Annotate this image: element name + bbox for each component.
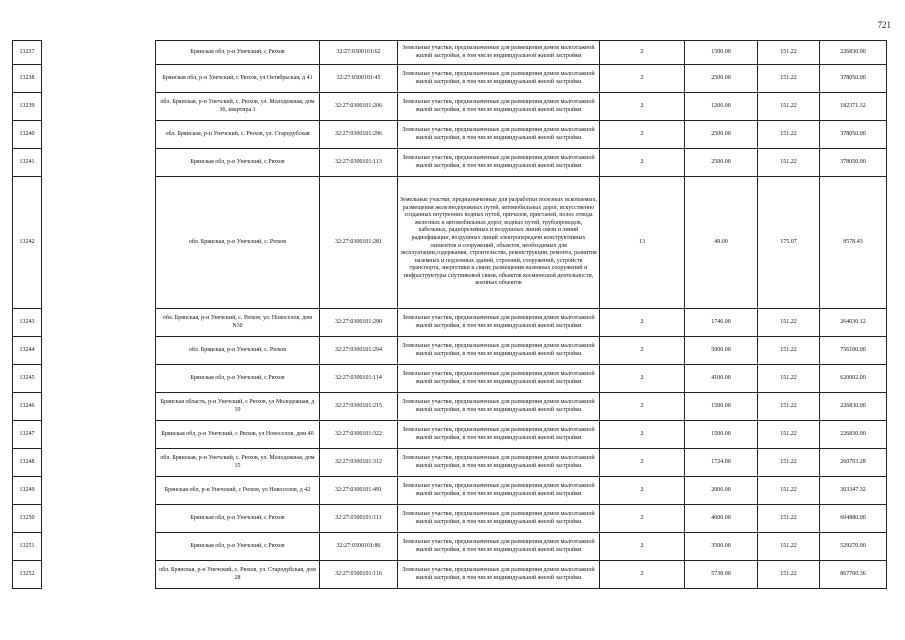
land-use-cell: Земельные участки, предназначенные для размещения домов малоэтажной жилой застройки, в том числе индивидуальной жилой застройки xyxy=(398,533,600,561)
table-row xyxy=(156,561,887,589)
table-row xyxy=(13,41,42,65)
specific-value-cell: 151.22 xyxy=(758,449,820,477)
row-number-cell: 13248 xyxy=(13,449,42,477)
table-row xyxy=(156,365,887,393)
table-row xyxy=(13,561,42,589)
land-use-cell: Земельные участки, предназначенные для размещения домов малоэтажной жилой застройки, в том числе индивидуальной жилой застройки xyxy=(398,41,600,65)
row-number-cell: 13242 xyxy=(13,177,42,309)
cadastral-value-cell: 182371.32 xyxy=(820,93,887,121)
specific-value-cell: 151.22 xyxy=(758,505,820,533)
use-group-cell: 13 xyxy=(600,177,685,309)
table-row xyxy=(156,449,887,477)
row-number-cell: 13245 xyxy=(13,365,42,393)
table-row xyxy=(156,93,887,121)
land-use-cell: Земельные участки, предназначенные для размещения домов малоэтажной жилой застройки, в том числе индивидуальной жилой застройки xyxy=(398,149,600,177)
row-number-cell: 13252 xyxy=(13,561,42,589)
specific-value-cell: 151.22 xyxy=(758,561,820,589)
cadastral-value-cell: 8578.43 xyxy=(820,177,887,309)
land-use-cell: Земельные участки, предназначенные для размещения домов малоэтажной жилой застройки, в том числе индивидуальной жилой застройки xyxy=(398,337,600,365)
area-cell: 5000.00 xyxy=(685,337,758,365)
table-row xyxy=(13,449,42,477)
row-number-cell: 13241 xyxy=(13,149,42,177)
specific-value-cell: 151.22 xyxy=(758,421,820,449)
area-cell: 1206.00 xyxy=(685,93,758,121)
table-row xyxy=(13,505,42,533)
cadastral-number-cell: 32:27:0300101:294 xyxy=(320,337,398,365)
use-group-cell: 2 xyxy=(600,449,685,477)
cadastral-value-cell: 378050.00 xyxy=(820,65,887,93)
cadastral-number-cell: 32:27:0300101:113 xyxy=(320,149,398,177)
use-group-cell: 2 xyxy=(600,65,685,93)
cadastral-number-cell: 32:27:0300101:206 xyxy=(320,93,398,121)
specific-value-cell: 151.22 xyxy=(758,41,820,65)
area-cell: 1500.00 xyxy=(685,41,758,65)
land-use-cell: Земельные участки, предназначенные для размещения домов малоэтажной жилой застройки, в том числе индивидуальной жилой застройки xyxy=(398,393,600,421)
area-cell: 3500.00 xyxy=(685,533,758,561)
use-group-cell: 2 xyxy=(600,505,685,533)
row-number-cell: 13246 xyxy=(13,393,42,421)
cadastral-value-cell: 529270.00 xyxy=(820,533,887,561)
address-cell: обл. Брянская, р-н Унечский, с. Рюхов, ул. Стародубская, дом 28 xyxy=(156,561,320,589)
use-group-cell: 2 xyxy=(600,149,685,177)
address-cell: обл. Брянская, р-н Унечский, с. Рюхов xyxy=(156,337,320,365)
land-use-cell: Земельные участки, предназначенные для размещения домов малоэтажной жилой застройки, в том числе индивидуальной жилой застройки xyxy=(398,421,600,449)
cadastral-value-cell: 604880.00 xyxy=(820,505,887,533)
use-group-cell: 2 xyxy=(600,393,685,421)
table-row xyxy=(13,177,42,309)
address-cell: Брянская обл, р-н Унечский, с Рюхов xyxy=(156,149,320,177)
cadastral-number-cell: 32:27:0300101:45 xyxy=(320,65,398,93)
row-number-cell: 13243 xyxy=(13,309,42,337)
land-use-cell: Земельные участки, предназначенные для размещения домов малоэтажной жилой застройки, в том числе индивидуальной жилой застройки xyxy=(398,365,600,393)
address-cell: обл. Брянская, р-н Унечский, с. Рюхов, ул. Стародубская xyxy=(156,121,320,149)
area-cell: 4000.00 xyxy=(685,505,758,533)
area-cell: 2500.00 xyxy=(685,65,758,93)
cadastral-number-cell: 32:27:0300101:322 xyxy=(320,421,398,449)
specific-value-cell: 151.22 xyxy=(758,337,820,365)
address-cell: Брянская обл, р-н Унечский, с Рюхов, ул Новоселов, дом 40 xyxy=(156,421,320,449)
row-number-cell: 13240 xyxy=(13,121,42,149)
row-number-cell: 13249 xyxy=(13,477,42,505)
table-row xyxy=(156,505,887,533)
cadastral-number-cell: 32:27:0300101:290 xyxy=(320,309,398,337)
cadastral-number-cell: 32:27:0300101:111 xyxy=(320,505,398,533)
address-cell: Брянская обл, р-н Унечский, с Рюхов xyxy=(156,505,320,533)
specific-value-cell: 151.22 xyxy=(758,65,820,93)
table-row xyxy=(13,477,42,505)
row-number-cell: 13244 xyxy=(13,337,42,365)
use-group-cell: 2 xyxy=(600,93,685,121)
cadastral-value-cell: 226830.00 xyxy=(820,393,887,421)
table-row xyxy=(156,477,887,505)
use-group-cell: 2 xyxy=(600,365,685,393)
table-row xyxy=(156,177,887,309)
specific-value-cell: 151.22 xyxy=(758,533,820,561)
cadastral-value-cell: 620002.00 xyxy=(820,365,887,393)
specific-value-cell: 151.22 xyxy=(758,121,820,149)
table-row xyxy=(156,41,887,65)
cadastral-number-cell: 32:27:0300101:215 xyxy=(320,393,398,421)
cadastral-number-cell: 32:27:0300101:491 xyxy=(320,477,398,505)
table-row xyxy=(156,149,887,177)
cadastral-value-cell: 264030.12 xyxy=(820,309,887,337)
table-row xyxy=(13,309,42,337)
area-cell: 1746.00 xyxy=(685,309,758,337)
table-row xyxy=(13,393,42,421)
area-cell: 1724.00 xyxy=(685,449,758,477)
use-group-cell: 2 xyxy=(600,337,685,365)
land-registry-table xyxy=(155,40,887,589)
cadastral-value-cell: 378050.00 xyxy=(820,149,887,177)
land-use-cell: Земельные участки, предназначенные для размещения домов малоэтажной жилой застройки, в том числе индивидуальной жилой застройки xyxy=(398,93,600,121)
row-number-column xyxy=(12,40,42,589)
row-number-cell: 13250 xyxy=(13,505,42,533)
cadastral-number-cell: 32:27:0300101:281 xyxy=(320,177,398,309)
cadastral-number-cell: 32:27:0300101:114 xyxy=(320,365,398,393)
row-number-cell: 13238 xyxy=(13,65,42,93)
specific-value-cell: 151.22 xyxy=(758,149,820,177)
specific-value-cell: 175.07 xyxy=(758,177,820,309)
land-use-cell: Земельные участки, предназначенные для размещения домов малоэтажной жилой застройки, в том числе индивидуальной жилой застройки xyxy=(398,121,600,149)
table-row xyxy=(13,365,42,393)
table-row xyxy=(156,393,887,421)
area-cell: 5738.00 xyxy=(685,561,758,589)
address-cell: Брянская область, р-н Унечский, с Рюхов, ул Молодежная, д 19 xyxy=(156,393,320,421)
table-row xyxy=(156,533,887,561)
table-row xyxy=(13,533,42,561)
use-group-cell: 2 xyxy=(600,309,685,337)
table-row xyxy=(156,65,887,93)
area-cell: 1500.00 xyxy=(685,421,758,449)
land-use-cell: Земельные участки, предназначенные для размещения домов малоэтажной жилой застройки, в том числе индивидуальной жилой застройки xyxy=(398,65,600,93)
row-number-cell: 13237 xyxy=(13,41,42,65)
table-row xyxy=(13,65,42,93)
use-group-cell: 2 xyxy=(600,121,685,149)
address-cell: Брянская обл, р-н Унечский, с Рюхов xyxy=(156,41,320,65)
land-use-cell: Земельные участки, предназначенные для размещения домов малоэтажной жилой застройки, в том числе индивидуальной жилой застройки xyxy=(398,449,600,477)
table-row xyxy=(13,149,42,177)
address-cell: обл. Брянская, р-н Унечский, с. Рюхов, ул. Новоселов, дом N30 xyxy=(156,309,320,337)
address-cell: Брянская обл, р-н Унечский, с Рюхов xyxy=(156,533,320,561)
cadastral-value-cell: 260703.28 xyxy=(820,449,887,477)
page-number: 721 xyxy=(877,20,891,30)
table-row xyxy=(156,421,887,449)
specific-value-cell: 151.22 xyxy=(758,93,820,121)
address-cell: Брянская обл, р-н Унечский, с Рюхов, ул Новоселов, д 42 xyxy=(156,477,320,505)
row-number-cell: 13247 xyxy=(13,421,42,449)
cadastral-number-cell: 32:27:0300101:296 xyxy=(320,121,398,149)
cadastral-value-cell: 226830.00 xyxy=(820,421,887,449)
cadastral-value-cell: 226830.00 xyxy=(820,41,887,65)
address-cell: Брянская обл, р-н Унечский, с Рюхов, ул Октябрьская, д 41 xyxy=(156,65,320,93)
row-number-cell: 13239 xyxy=(13,93,42,121)
cadastral-number-cell: 32:27:0300101:62 xyxy=(320,41,398,65)
area-cell: 2500.00 xyxy=(685,149,758,177)
table-row xyxy=(13,421,42,449)
cadastral-value-cell: 867700.36 xyxy=(820,561,887,589)
specific-value-cell: 151.22 xyxy=(758,477,820,505)
cadastral-number-cell: 32:27:0300101:116 xyxy=(320,561,398,589)
table-row xyxy=(13,121,42,149)
use-group-cell: 2 xyxy=(600,561,685,589)
address-cell: обл. Брянская, р-н Унечский, с. Рюхов, ул. Молодежная, дом 36, квартира 1 xyxy=(156,93,320,121)
specific-value-cell: 151.22 xyxy=(758,393,820,421)
cadastral-number-cell: 32:27:0300101:86 xyxy=(320,533,398,561)
cadastral-number-cell: 32:27:0300101:312 xyxy=(320,449,398,477)
land-use-cell: Земельные участки, предназначенные для размещения домов малоэтажной жилой застройки, в том числе индивидуальной жилой застройки xyxy=(398,561,600,589)
table-row xyxy=(156,121,887,149)
row-number-cell: 13251 xyxy=(13,533,42,561)
area-cell: 2006.00 xyxy=(685,477,758,505)
area-cell: 2500.00 xyxy=(685,121,758,149)
use-group-cell: 2 xyxy=(600,41,685,65)
land-use-cell: Земельные участки, предназначенные для размещения домов малоэтажной жилой застройки, в том числе индивидуальной жилой застройки xyxy=(398,505,600,533)
table-row xyxy=(13,93,42,121)
use-group-cell: 2 xyxy=(600,533,685,561)
table-row xyxy=(13,337,42,365)
land-use-cell: Земельные участки, предназначенные для разработки полезных ископаемых, размещения железнодорожных путей, автомобильных дорог, искусственно созданных внутренних водных путей, причалов, пристаней, полос отвода железных и автомобильных дорог, водных путей, трубопроводов, кабельных, радиорелейных и воздушных линий связи и линий радиофикации, воздушных линий электропередачи конструктивных элементов и сооружений, объектов, необходимых для эксплуатации,содержания, строительства, реконструкции, ремонта, развития наземных и подземных зданий, строений, сооружений, устройств транспорта, энергетики и связи; размещения наземных сооружений и инфраструктуры спутниковой связи, объектов космической деятельности, военных объектов xyxy=(398,177,600,309)
table-row xyxy=(156,337,887,365)
address-cell: Брянская обл, р-н Унечский, с Рюхов xyxy=(156,365,320,393)
area-cell: 1500.00 xyxy=(685,393,758,421)
specific-value-cell: 151.22 xyxy=(758,309,820,337)
land-use-cell: Земельные участки, предназначенные для размещения домов малоэтажной жилой застройки, в том числе индивидуальной жилой застройки xyxy=(398,477,600,505)
area-cell: 49.00 xyxy=(685,177,758,309)
cadastral-value-cell: 303347.32 xyxy=(820,477,887,505)
cadastral-value-cell: 378050.00 xyxy=(820,121,887,149)
land-use-cell: Земельные участки, предназначенные для размещения домов малоэтажной жилой застройки, в том числе индивидуальной жилой застройки xyxy=(398,309,600,337)
cadastral-value-cell: 756100.00 xyxy=(820,337,887,365)
specific-value-cell: 151.22 xyxy=(758,365,820,393)
table-row xyxy=(156,309,887,337)
use-group-cell: 2 xyxy=(600,421,685,449)
use-group-cell: 2 xyxy=(600,477,685,505)
area-cell: 4100.00 xyxy=(685,365,758,393)
address-cell: обл. Брянская, р-н Унечский, с. Рюхов, ул. Молодежная, дом 15 xyxy=(156,449,320,477)
address-cell: обл. Брянская, р-н Унечский, с. Рюхов xyxy=(156,177,320,309)
